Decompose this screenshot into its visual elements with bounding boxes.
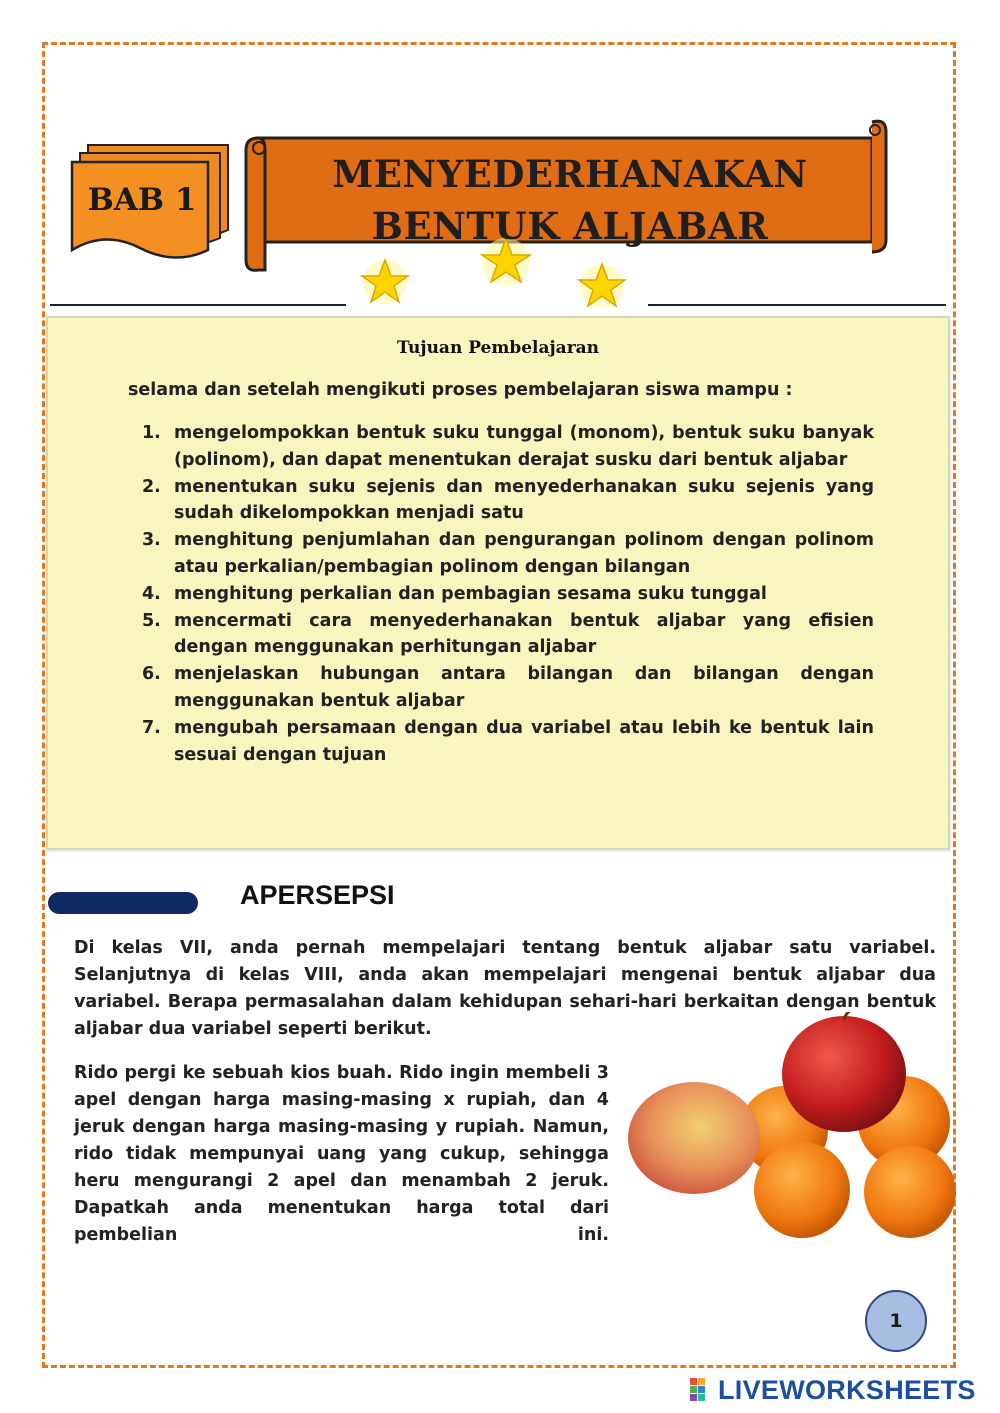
list-item [132, 420, 874, 474]
list-item-number: 4. [142, 583, 161, 604]
list-item [132, 661, 874, 715]
orange-icon [754, 1142, 850, 1238]
chapter-label: BAB 1 [87, 182, 197, 218]
orange-icon [864, 1146, 956, 1238]
star-icon [362, 260, 408, 304]
apersepsi-paragraph-1: Di kelas VII, anda pernah mempelajari tentang bentuk aljabar satu variabel. Selanjutnya di kelas VIII, anda akan mempelajari mengenai bentuk aljabar dua variabel. Berapa permasalahan dalam kehidupan sehari-hari berkaitan dengan bentuk aljabar dua variabel seperti berikut. [74, 938, 936, 1039]
list-item-text: mengubah persamaan dengan dua variabel atau lebih ke bentuk lain sesuai dengan tujuan [174, 717, 874, 765]
section-title: APERSEPSI [240, 880, 395, 910]
fruit-illustration [622, 1012, 962, 1242]
liveworksheets-icon [690, 1378, 714, 1402]
brand-logo [690, 1374, 976, 1406]
page-title [275, 148, 865, 252]
objectives-list [132, 420, 874, 768]
star-icon [579, 264, 625, 308]
objectives-intro: selama dan setelah mengikuti proses pembelajaran siswa mampu : [128, 380, 793, 400]
page-number: 1 [865, 1290, 927, 1352]
section-marker [48, 892, 198, 914]
list-item-number: 1. [142, 423, 161, 443]
brand-name: LIVEWORKSHEETS [718, 1374, 976, 1405]
list-item-number: 3. [142, 530, 161, 551]
list-item [132, 608, 874, 662]
objectives-box [46, 316, 950, 850]
divider-left [50, 304, 346, 306]
apersepsi-paragraph-2: Rido pergi ke sebuah kios buah. Rido ingin membeli 3 apel dengan harga masing-masing x rupiah, dan 4 jeruk dengan harga masing-masing y rupiah. Namun, rido tidak mempunyai uang yang cukup, sehingga heru mengurangi 2 apel dan menambah 2 jeruk. Dapatkah anda menentukan harga total dari pembelian ini. [74, 1063, 609, 1245]
list-item-text: menentukan suku sejenis dan menyederhanakan suku sejenis yang sudah dikelompokkan menjadi satu [174, 476, 874, 524]
apple-icon [628, 1082, 760, 1194]
list-item [132, 715, 874, 769]
list-item-number: 7. [142, 717, 161, 738]
list-item [132, 581, 874, 608]
list-item-number: 6. [142, 664, 161, 685]
list-item [132, 527, 874, 581]
objectives-heading: Tujuan Pembelajaran [396, 338, 600, 358]
list-item-number: 5. [142, 610, 161, 631]
list-item-text: mengelompokkan bentuk suku tunggal (monom), bentuk suku banyak (polinom), dan dapat menentukan derajat susku dari bentuk aljabar [174, 423, 874, 470]
list-item-text: mencermati cara menyederhanakan bentuk aljabar yang efisien dengan menggunakan perhitungan aljabar [174, 610, 874, 658]
divider-right [648, 304, 946, 306]
title-line-2: BENTUK ALJABAR [371, 204, 769, 248]
list-item [132, 474, 874, 528]
list-item-number: 2. [142, 476, 161, 497]
title-line-1: MENYEDERHANAKAN [332, 152, 808, 196]
apple-icon [782, 1012, 906, 1132]
list-item-text: menghitung penjumlahan dan pengurangan polinom dengan polinom atau perkalian/pembagian polinom dengan bilangan [174, 530, 874, 577]
list-item-text: menghitung perkalian dan pembagian sesama suku tunggal [174, 583, 767, 604]
list-item-text: menjelaskan hubungan antara bilangan dan bilangan dengan menggunakan bentuk aljabar [174, 664, 874, 711]
